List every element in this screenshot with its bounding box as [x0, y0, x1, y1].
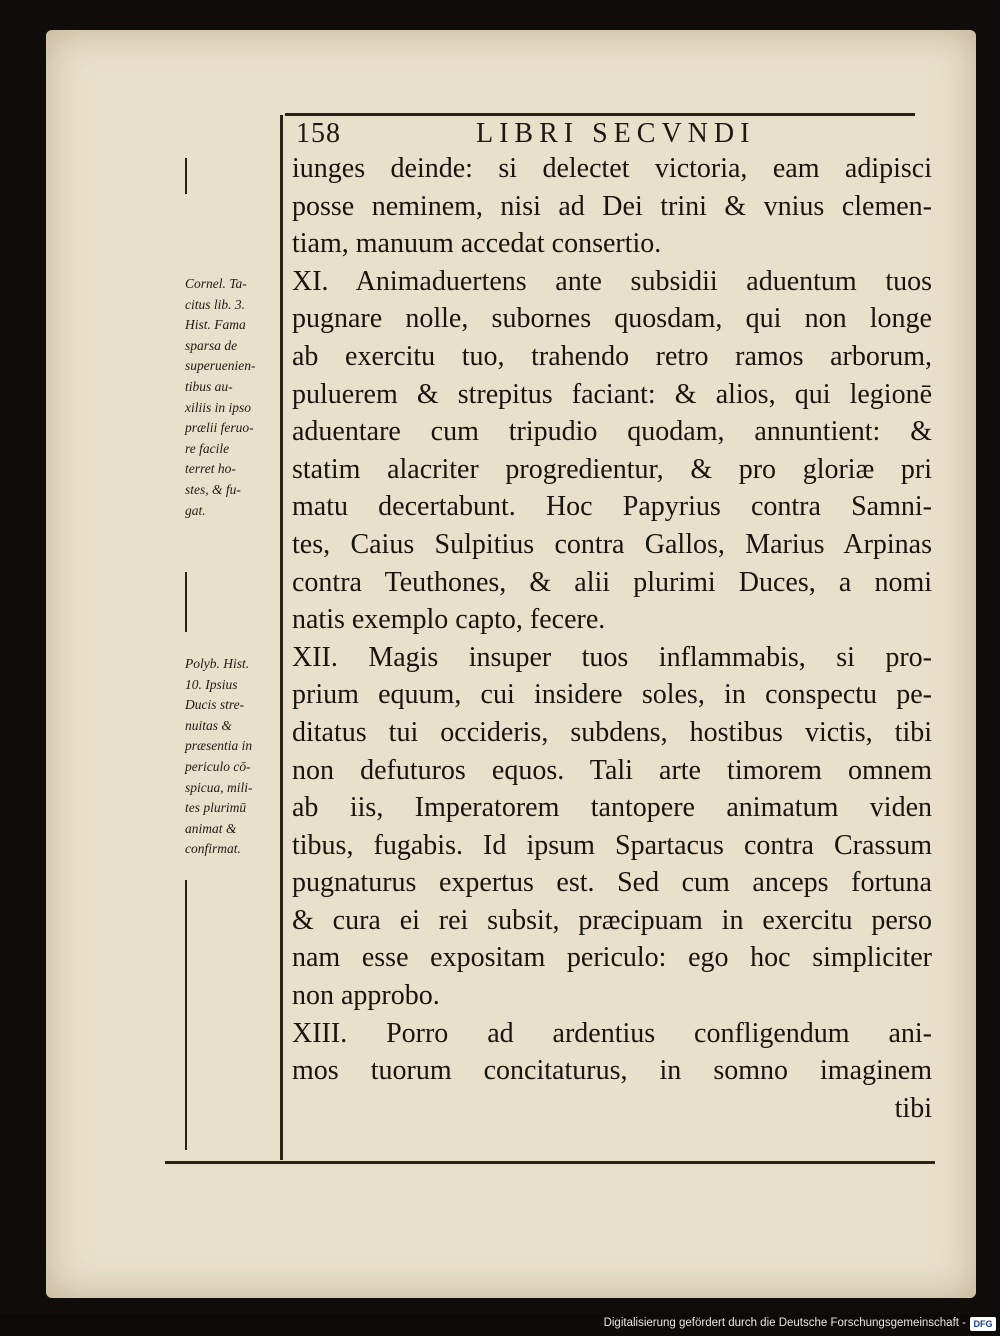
footer-bar [0, 1314, 1000, 1336]
bottom-rule [165, 1161, 935, 1164]
margin-note-line: prælii feruo- [185, 420, 254, 436]
margin-note-line: Polyb. Hist. [185, 656, 250, 671]
margin-note-line: superuenien- [185, 358, 256, 374]
margin-note-line: animat & [185, 820, 237, 836]
footer-credit: Digitalisierung gefördert durch die Deutsche Forschungsgemeinschaft - [603, 1317, 966, 1329]
margin-note-line: sparsa de [185, 337, 238, 353]
text-line: XIII. Porro ad ardentius confligendum ani- [292, 1017, 932, 1049]
text-line: contra Teuthones, & alii plurimi Duces, a nomi [292, 566, 932, 598]
margin-note-line: 10. Ipsius [185, 676, 238, 692]
margin-note-line: spicua, mili- [185, 779, 253, 795]
text-line: posse neminem, nisi ad Dei trini & vnius clemen- [292, 190, 932, 222]
margin-note-line: tes plurimū [185, 800, 247, 816]
margin-note-line: Cornel. Ta- [185, 276, 247, 291]
margin-note-line: periculo cō- [185, 758, 251, 774]
text-line: ditatus tui occideris, subdens, hostibus victis, tibi [292, 716, 932, 748]
text-line: matu decertabunt. Hoc Papyrius contra Samni- [292, 491, 932, 523]
dfg-logo-icon: DFG [970, 1317, 996, 1331]
text-line: puluerem & strepitus faciant: & alios, qui legionē [292, 378, 932, 410]
margin-note-line: citus lib. 3. [185, 296, 245, 312]
margin-note-line: gat. [185, 502, 206, 518]
margin-note-line: nuitas & [185, 717, 232, 733]
margin-bracket-middle [185, 572, 187, 632]
running-title: LIBRI SECVNDI [476, 118, 756, 149]
text-line: tes, Caius Sulpitius contra Gallos, Marius Arpinas [292, 528, 932, 560]
margin-note-line: re facile [185, 440, 230, 456]
margin-bracket-top [185, 158, 187, 194]
text-line: & cura ei rei subsit, præcipuam in exercitu perso [292, 904, 932, 936]
text-line: non approbo. [292, 980, 440, 1012]
text-line: mos tuorum concitaturus, in somno imaginem [292, 1055, 932, 1087]
text-line: ab exercitu tuo, trahendo retro ramos arborum, [292, 340, 932, 372]
margin-note-tacitus [185, 274, 277, 521]
text-line: pugnare nolle, subornes quosdam, qui non longe [292, 303, 932, 335]
margin-note-line: Hist. Fama [185, 317, 246, 333]
page-number: 158 [296, 118, 341, 149]
margin-note-line: tibus au- [185, 378, 233, 394]
text-line: iunges deinde: si delectet victoria, eam adipisci [292, 153, 932, 184]
catchword: tibi [894, 1092, 932, 1124]
page-header [296, 116, 936, 152]
text-line: nam esse expositam periculo: ego hoc simpliciter [292, 942, 932, 974]
text-line: statim alacriter progredientur, & pro gloriæ pri [292, 453, 932, 485]
text-line: ab iis, Imperatorem tantopere animatum viden [292, 792, 932, 824]
text-line: XI. Animaduertens ante subsidii aduentum tuos [292, 265, 932, 297]
text-line: natis exemplo capto, fecere. [292, 604, 606, 636]
margin-note-line: confirmat. [185, 841, 241, 857]
text-line: pugnaturus expertus est. Sed cum anceps fortuna [292, 867, 932, 899]
margin-bracket-bottom [185, 880, 187, 1150]
margin-note-line: Ducis stre- [185, 697, 245, 713]
text-line: prium equum, cui insidere soles, in conspectu pe- [292, 679, 932, 711]
main-text [292, 150, 932, 1127]
margin-note-line: stes, & fu- [185, 481, 241, 497]
text-line: non defuturos equos. Tali arte timorem omnem [292, 754, 932, 786]
text-line: tiam, manuum accedat consertio. [292, 228, 662, 260]
margin-note-line: xiliis in ipso [185, 399, 252, 415]
margin-note-line: præsentia in [185, 738, 253, 754]
margin-note-polybius [185, 654, 277, 860]
text-line: aduentare cum tripudio quodam, annuntient: & [292, 416, 932, 448]
margin-note-line: terret ho- [185, 461, 236, 477]
text-line: XII. Magis insuper tuos inflammabis, si pro- [292, 641, 932, 673]
text-line: tibus, fugabis. Id ipsum Spartacus contra Crassum [292, 829, 932, 861]
column-rule [280, 115, 283, 1160]
